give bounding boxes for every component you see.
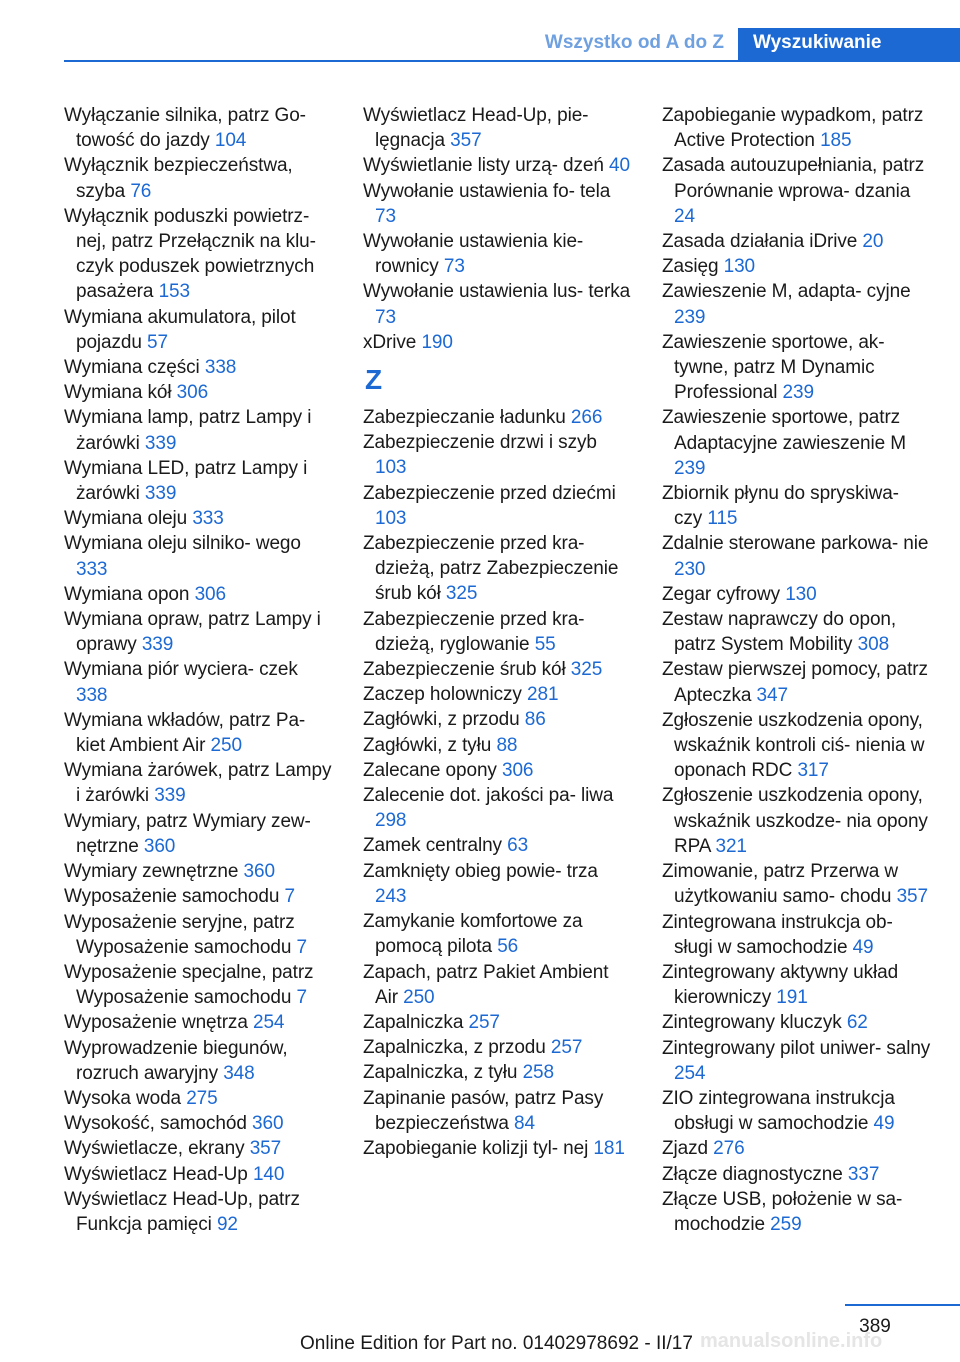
page-link[interactable]: 7	[296, 936, 307, 958]
index-entry-text: Zintegrowany pilot uniwer‐ salny	[662, 1037, 931, 1059]
index-entry	[363, 909, 633, 959]
index-entry	[64, 809, 334, 859]
page-link[interactable]: 55	[534, 633, 556, 655]
index-entry-text: Złącze USB, położenie w sa‐ mochodzie	[662, 1188, 903, 1235]
index-entry-text: ZIO zintegrowana instrukcja obsługi w samochodzie	[662, 1087, 895, 1135]
page-link[interactable]: 115	[707, 508, 738, 530]
index-entry	[662, 103, 932, 153]
index-entry-text: Wymiana żarówek, patrz Lampy i żarówki	[64, 760, 332, 807]
page-link[interactable]: 153	[158, 281, 190, 303]
index-entry	[363, 1086, 633, 1136]
index-entry-text: Wysoka woda	[64, 1087, 182, 1109]
index-entry	[363, 682, 633, 707]
index-entry	[363, 279, 633, 329]
index-entry-text: Wymiana LED, patrz Lampy i żarówki	[64, 457, 308, 505]
index-entry	[662, 279, 932, 329]
index-entry	[662, 254, 932, 279]
index-entry	[64, 960, 334, 1010]
page-link[interactable]: 86	[524, 709, 546, 731]
index-entry	[64, 1086, 334, 1111]
page-link[interactable]: 103	[375, 507, 407, 529]
index-entry	[662, 582, 932, 607]
index-entry-text: Zamknięty obieg powie‐ trza	[363, 860, 598, 882]
index-entry	[363, 103, 633, 153]
index-entry	[662, 405, 932, 481]
index-entry	[662, 1086, 932, 1136]
index-entry-text: Wyłącznik poduszki powietrz‐ nej, patrz Przełącznik na klu‐ czyk poduszek powietrznych pasażera	[64, 205, 316, 303]
page-link[interactable]: 76	[130, 180, 152, 202]
index-entry-text: Zintegrowana instrukcja ob‐ sługi w samochodzie	[662, 911, 893, 958]
index-column-2	[363, 103, 633, 1161]
page-link[interactable]: 230	[674, 558, 706, 580]
index-entry-text: Wyświetlacz Head-Up	[64, 1163, 248, 1185]
index-entry-text: Zapobieganie wypadkom, patrz Active Protection	[662, 105, 924, 152]
page-link[interactable]: 88	[496, 734, 518, 756]
index-entry-text: Wymiary, patrz Wymiary zew‐ nętrzne	[64, 810, 311, 857]
index-entry	[363, 405, 633, 430]
index-entry-text: Zimowanie, patrz Przerwa w użytkowaniu samo‐ chodu	[662, 861, 899, 908]
index-entry-text: Wymiary zewnętrzne	[64, 861, 239, 883]
index-entry	[662, 481, 932, 531]
index-entry-text: xDrive	[363, 331, 417, 353]
index-entry	[363, 1136, 633, 1161]
page-link[interactable]: 257	[550, 1037, 583, 1059]
page-link[interactable]: 20	[862, 231, 884, 253]
page-link[interactable]: 63	[507, 835, 529, 857]
index-entry	[662, 229, 932, 254]
index-entry-text: Wyłącznik bezpieczeństwa, szyba	[64, 155, 293, 202]
index-entry	[363, 758, 633, 783]
index-entry-text: Zapalniczka, z tyłu	[363, 1062, 518, 1084]
index-entry	[64, 758, 334, 808]
index-entry	[363, 153, 633, 178]
header-divider	[64, 60, 960, 62]
page-link[interactable]: 306	[176, 382, 209, 404]
page-link[interactable]: 275	[186, 1087, 218, 1109]
index-entry-text: Zjazd	[662, 1138, 708, 1160]
index-entry-text: Zabezpieczenie przed dziećmi	[363, 482, 616, 504]
index-entry-text: Zbiornik płynu do spryskiwa‐ czy	[662, 483, 899, 530]
index-entry-text: Wyposażenie specjalne, patrz Wyposażenie samochodu	[64, 961, 314, 1009]
index-entry-text: Zabezpieczenie przed kra‐ dzieżą, ryglowanie	[363, 608, 585, 655]
index-entry-text: Wymiana części	[64, 357, 200, 379]
page-link[interactable]: 104	[214, 130, 247, 152]
page-link[interactable]: 348	[223, 1062, 255, 1084]
index-entry-text: Zagłówki, z tyłu	[363, 734, 492, 756]
index-entry-text: Zestaw pierwszej pomocy, patrz Apteczka	[662, 659, 928, 706]
index-entry	[662, 708, 932, 784]
index-entry-text: Wymiana kół	[64, 382, 172, 404]
page-link[interactable]: 84	[513, 1112, 535, 1134]
page-link[interactable]: 333	[192, 508, 224, 530]
page-link[interactable]: 56	[497, 936, 519, 958]
index-entry-text: Wywołanie ustawienia kie‐ rownicy	[363, 231, 584, 278]
page-link[interactable]: 191	[776, 987, 808, 1009]
index-entry-text: Zgłoszenie uszkodzenia opony, wskaźnik uszkodze‐ nia opony RPA	[662, 785, 928, 857]
index-entry	[64, 708, 334, 758]
index-entry-text: Zasada działania iDrive	[662, 231, 858, 253]
page-link[interactable]: 360	[252, 1113, 284, 1135]
footer-divider	[845, 1304, 960, 1306]
page-link[interactable]: 243	[375, 885, 407, 907]
index-entry	[363, 657, 633, 682]
page-link[interactable]: 338	[76, 684, 108, 706]
index-entry	[662, 657, 932, 707]
index-entry-text: Wyświetlacz Head-Up, pie‐ lęgnacja	[363, 105, 589, 152]
index-entry	[64, 582, 334, 607]
index-entry	[662, 330, 932, 406]
index-entry-text: Zawieszenie sportowe, ak‐ tywne, patrz M Dynamic Professional	[662, 331, 885, 404]
index-entry-text: Wymiana opon	[64, 583, 190, 605]
index-entry	[662, 607, 932, 657]
index-entry	[662, 910, 932, 960]
page-link[interactable]: 250	[210, 735, 242, 757]
index-entry	[64, 153, 334, 203]
index-entry	[662, 783, 932, 859]
index-entry-text: Wymiana oleju silniko‐ wego	[64, 533, 301, 555]
index-entry-text: Zamek centralny	[363, 835, 502, 857]
index-entry	[363, 733, 633, 758]
index-entry-text: Zamykanie komfortowe za pomocą pilota	[363, 911, 583, 958]
index-entry	[64, 1111, 334, 1136]
page-link[interactable]: 357	[896, 886, 928, 908]
page-link[interactable]: 62	[846, 1012, 868, 1034]
index-entry-text: Zalecane opony	[363, 759, 497, 781]
page-link[interactable]: 333	[76, 558, 108, 580]
index-entry	[363, 607, 633, 657]
index-entry	[363, 330, 633, 355]
tab-wszystko-od-a-do-z[interactable]: Wszystko od A do Z	[544, 32, 724, 53]
page-link[interactable]: 190	[421, 331, 453, 353]
index-entry-text: Wyświetlacze, ekrany	[64, 1138, 245, 1160]
page-link[interactable]: 357	[450, 130, 482, 152]
index-entry-text: Zapach, patrz Pakiet Ambient Air	[363, 961, 609, 1008]
page-link[interactable]: 308	[857, 634, 890, 656]
index-column-3	[662, 103, 932, 1237]
index-entry-text: Wymiana akumulatora, pilot pojazdu	[64, 306, 296, 353]
index-entry-text: Zabezpieczenie przed kra‐ dzieżą, patrz Zabezpieczenie śrub kół	[363, 533, 619, 605]
page-link[interactable]: 298	[375, 810, 407, 832]
page-link[interactable]: 339	[141, 634, 174, 656]
page-link[interactable]: 103	[375, 457, 407, 479]
index-entry-text: Zasięg	[662, 256, 719, 278]
index-entry-text: Wyposażenie samochodu	[64, 886, 280, 908]
page-link[interactable]: 7	[284, 886, 295, 908]
page-link[interactable]: 250	[403, 986, 435, 1008]
page-link[interactable]: 306	[502, 759, 534, 781]
index-entry	[64, 859, 334, 884]
index-entry	[64, 657, 334, 707]
page-link[interactable]: 325	[445, 583, 478, 605]
index-entry	[363, 707, 633, 732]
index-entry	[64, 506, 334, 531]
page-link[interactable]: 73	[443, 256, 465, 278]
page-link[interactable]: 281	[527, 684, 559, 706]
index-entry-text: Wymiana wkładów, patrz Pa‐ kiet Ambient Air	[64, 709, 306, 757]
index-entry-text: Zagłówki, z przodu	[363, 709, 520, 731]
page-link[interactable]: 7	[296, 987, 307, 1009]
page-link[interactable]: 73	[375, 306, 396, 328]
index-entry	[662, 859, 932, 909]
index-entry-text: Złącze diagnostyczne	[662, 1163, 843, 1185]
index-entry	[662, 1136, 932, 1161]
index-entry-text: Wymiana piór wyciera‐ czek	[64, 659, 298, 681]
index-entry-text: Zapalniczka, z przodu	[363, 1037, 546, 1059]
page-link[interactable]: 266	[570, 407, 603, 429]
index-entry	[662, 1010, 932, 1035]
index-entry	[662, 531, 932, 581]
page-link[interactable]: 254	[252, 1012, 285, 1034]
page-link[interactable]: 321	[715, 835, 747, 857]
index-entry	[363, 430, 633, 480]
page-link[interactable]: 130	[785, 583, 817, 605]
index-entry	[662, 1187, 932, 1237]
index-entry-text: Wywołanie ustawienia lus‐ terka	[363, 281, 631, 303]
page-link[interactable]: 276	[713, 1138, 745, 1160]
page-header	[0, 0, 960, 62]
index-entry-text: Zapinanie pasów, patrz Pasy bezpieczeństwa	[363, 1087, 604, 1134]
page-link[interactable]: 338	[204, 357, 237, 379]
index-entry	[64, 1010, 334, 1035]
index-entry	[64, 305, 334, 355]
index-entry-text: Zapobieganie kolizji tyl‐ nej	[363, 1137, 589, 1159]
index-entry	[363, 481, 633, 531]
index-entry-text: Zdalnie sterowane parkowa‐ nie	[662, 533, 929, 555]
index-entry-text: Wymiana opraw, patrz Lampy i oprawy	[64, 609, 321, 656]
index-entry	[662, 1162, 932, 1187]
index-entry	[64, 910, 334, 960]
page-link[interactable]: 317	[797, 760, 829, 782]
index-entry-text: Wysokość, samochód	[64, 1113, 247, 1135]
index-entry-text: Wyświetlanie listy urzą‐ dzeń	[363, 155, 604, 177]
index-entry-text: Zestaw naprawczy do opon, patrz System Mobility	[662, 609, 897, 656]
index-entry-text: Zapalniczka	[363, 1011, 464, 1033]
index-entry-text: Zaczep holowniczy	[363, 684, 522, 706]
page-link[interactable]: 360	[143, 835, 176, 857]
page-link[interactable]: 258	[522, 1062, 554, 1084]
page-link[interactable]: 140	[252, 1163, 285, 1185]
index-entry	[64, 355, 334, 380]
index-entry	[64, 1036, 334, 1086]
page-link[interactable]: 254	[674, 1062, 706, 1084]
index-entry	[363, 531, 633, 607]
index-entry	[64, 1187, 334, 1237]
tab-wyszukiwanie[interactable]: Wyszukiwanie	[738, 28, 960, 62]
page-link[interactable]: 357	[249, 1138, 282, 1160]
index-entry	[64, 531, 334, 581]
page-link[interactable]: 57	[147, 331, 168, 353]
index-entry-text: Wymiana oleju	[64, 508, 188, 530]
index-entry	[64, 1136, 334, 1161]
index-entry-text: Wymiana lamp, patrz Lampy i żarówki	[64, 407, 312, 454]
index-entry-text: Wyposażenie wnętrza	[64, 1012, 248, 1034]
page-link[interactable]: 92	[216, 1213, 238, 1235]
index-entry-text: Zasada autouzupełniania, patrz Porównanie wprowa‐ dzania	[662, 155, 925, 202]
page-link[interactable]: 339	[144, 432, 177, 454]
index-entry	[64, 456, 334, 506]
page-link[interactable]: 339	[144, 483, 177, 505]
page-link[interactable]: 306	[194, 583, 226, 605]
page-link[interactable]: 239	[674, 306, 706, 328]
page-link[interactable]: 337	[847, 1163, 880, 1185]
page-link[interactable]: 239	[674, 457, 706, 479]
page-link[interactable]: 339	[154, 785, 186, 807]
page-link[interactable]: 181	[593, 1137, 625, 1159]
index-entry	[64, 204, 334, 305]
index-entry	[363, 783, 633, 833]
index-entry	[363, 1035, 633, 1060]
page-link[interactable]: 360	[243, 861, 275, 883]
page-link[interactable]: 347	[756, 684, 788, 706]
page-link[interactable]: 259	[770, 1213, 802, 1235]
index-entry	[363, 859, 633, 909]
index-entry-text: Wyposażenie seryjne, patrz Wyposażenie samochodu	[64, 911, 295, 958]
index-entry	[363, 229, 633, 279]
index-entry	[363, 1060, 633, 1085]
section-letter: Z	[365, 364, 383, 396]
page-link[interactable]: 239	[782, 382, 814, 404]
edition-note: Online Edition for Part no. 01402978692 - II/17	[300, 1333, 693, 1354]
page-link[interactable]: 49	[873, 1113, 895, 1135]
index-entry-text: Zawieszenie M, adapta‐ cyjne	[662, 281, 911, 303]
page-link[interactable]: 24	[674, 205, 695, 227]
index-entry	[64, 884, 334, 909]
index-entry	[363, 179, 633, 229]
index-entry-text: Wyprowadzenie biegunów, rozruch awaryjny	[64, 1037, 288, 1084]
index-entry-text: Zegar cyfrowy	[662, 583, 781, 605]
index-entry	[363, 833, 633, 858]
page-link[interactable]: 257	[468, 1011, 500, 1033]
index-entry-text: Zabezpieczanie ładunku	[363, 407, 566, 429]
index-entry	[64, 405, 334, 455]
index-column-1	[64, 103, 334, 1237]
watermark: manualsonline.info	[700, 1330, 883, 1352]
index-entry	[64, 607, 334, 657]
page-link[interactable]: 185	[820, 130, 852, 152]
index-entry-text: Zabezpieczenie śrub kół	[363, 659, 566, 681]
index-entry	[64, 380, 334, 405]
index-entry-text: Zabezpieczenie drzwi i szyb	[363, 432, 597, 454]
page-link[interactable]: 40	[609, 155, 630, 177]
index-entry-text: Zgłoszenie uszkodzenia opony, wskaźnik kontroli ciś‐ nienia w oponach RDC	[662, 709, 925, 782]
page-link[interactable]: 73	[375, 205, 396, 227]
index-entry	[64, 1162, 334, 1187]
index-entry-text: Zalecenie dot. jakości pa‐ liwa	[363, 785, 614, 807]
index-entry	[363, 960, 633, 1010]
index-entry	[662, 960, 932, 1010]
index-entry	[662, 153, 932, 229]
page-link[interactable]: 325	[570, 659, 603, 681]
index-entry	[64, 103, 334, 153]
page-link[interactable]: 49	[852, 936, 874, 958]
index-entry-text: Zawieszenie sportowe, patrz Adaptacyjne zawieszenie M	[662, 407, 906, 454]
index-entry	[662, 1036, 932, 1086]
page-number: 389	[859, 1316, 891, 1337]
page-link[interactable]: 130	[723, 256, 756, 278]
index-entry-text: Wywołanie ustawienia fo‐ tela	[363, 180, 611, 202]
index-entry	[363, 1010, 633, 1035]
index-entry-text: Wyświetlacz Head-Up, patrz Funkcja pamięci	[64, 1188, 300, 1235]
index-entry-text: Zintegrowany aktywny układ kierowniczy	[662, 961, 899, 1009]
index-entry-text: Wyłączanie silnika, patrz Go‐ towość do jazdy	[64, 105, 306, 152]
index-entry-text: Zintegrowany kluczyk	[662, 1012, 842, 1034]
